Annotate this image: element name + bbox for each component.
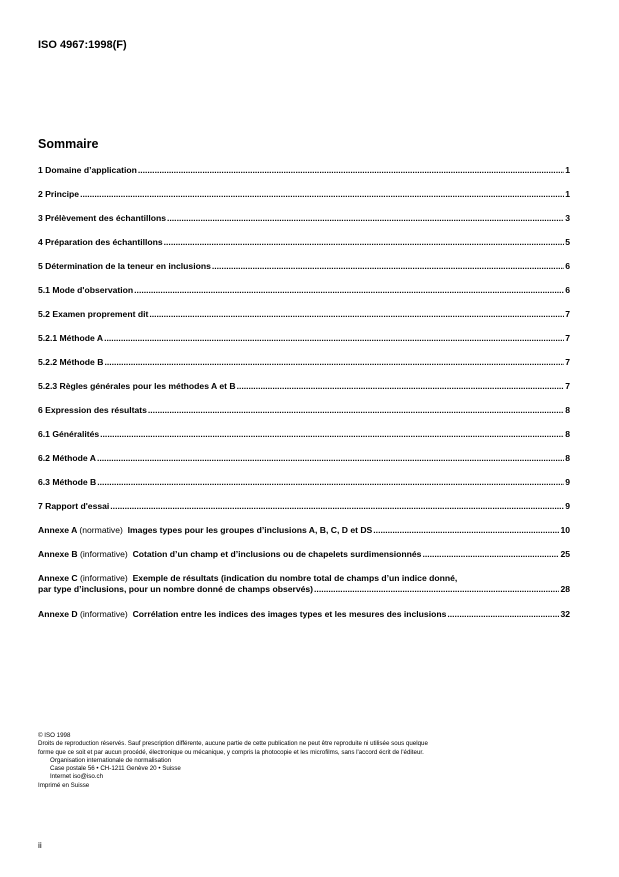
dot-leader xyxy=(100,429,564,440)
dot-leader xyxy=(164,237,565,248)
toc-entry-label: 6.3 Méthode B xyxy=(38,477,97,487)
toc-entry[interactable] xyxy=(38,213,570,224)
annex-kind: (normative) xyxy=(79,525,123,535)
toc-entry[interactable] xyxy=(38,429,570,440)
toc-entry[interactable] xyxy=(38,501,570,512)
dot-leader xyxy=(97,477,564,488)
toc-entry-label: 1 Domaine d’application xyxy=(38,165,137,175)
toc-entry-page: 6 xyxy=(565,285,570,295)
toc-entry-label: 7 Rapport d'essai xyxy=(38,501,110,511)
toc-entry-page: 7 xyxy=(565,309,570,319)
annex-title: Exemple de résultats (indication du nombre total de champs d’un indice donné, xyxy=(132,573,458,583)
toc-entry[interactable] xyxy=(38,237,570,248)
toc-entry-page: 5 xyxy=(565,237,570,247)
toc-entry-label: 5 Détermination de la teneur en inclusions xyxy=(38,261,211,271)
toc-entry-label: 6 Expression des résultats xyxy=(38,405,147,415)
toc-entry-page: 6 xyxy=(565,261,570,271)
toc-entry-page: 9 xyxy=(565,501,570,511)
annex-title: Images types pour les groupes d’inclusions A, B, C, D et DS xyxy=(127,525,373,535)
toc-entry-label: 3 Prélèvement des échantillons xyxy=(38,213,167,223)
toc-entry-label: 5.2 Examen proprement dit xyxy=(38,309,149,319)
toc-entry[interactable] xyxy=(38,453,570,464)
toc-annex-d[interactable] xyxy=(38,609,570,620)
annex-name: Annexe A xyxy=(38,525,77,535)
toc-entry-label: 2 Principe xyxy=(38,189,80,199)
dot-leader xyxy=(167,213,564,224)
toc-entry-label: 5.2.3 Règles générales pour les méthodes A et B xyxy=(38,381,236,391)
toc-entry-page: 1 xyxy=(565,189,570,199)
toc-entry-label: 5.2.1 Méthode A xyxy=(38,333,104,343)
page-number: ii xyxy=(38,840,42,850)
toc-entry-label: 5.2.2 Méthode B xyxy=(38,357,104,367)
toc-entry-label: 6.2 Méthode A xyxy=(38,453,96,463)
toc-entry[interactable] xyxy=(38,357,570,368)
toc-entry-page: 28 xyxy=(560,584,570,594)
dot-leader xyxy=(104,357,564,368)
toc-entry[interactable] xyxy=(38,477,570,488)
toc-annex-a[interactable] xyxy=(38,525,570,536)
dot-leader xyxy=(110,501,564,512)
toc-entry-label: 6.1 Généralités xyxy=(38,429,100,439)
rights-notice-line-2: forme que ce soit et par aucun procédé, électronique ou mécanique, y compris la photocopie et les microfilms, sans l'accord écrit de l'éditeur. xyxy=(38,748,424,756)
toc-entry[interactable] xyxy=(38,309,570,320)
annex-name: Annexe B xyxy=(38,549,78,559)
annex-name: Annexe D xyxy=(38,609,78,619)
dot-leader xyxy=(80,189,564,200)
copyright-line: © ISO 1998 xyxy=(38,732,71,739)
dot-leader xyxy=(373,525,559,536)
toc-entry-page: 8 xyxy=(565,453,570,463)
toc-entry-page: 3 xyxy=(565,213,570,223)
dot-leader xyxy=(138,165,564,176)
toc-annex-c[interactable] xyxy=(38,573,570,595)
toc-entry[interactable] xyxy=(38,189,570,200)
dot-leader xyxy=(104,333,564,344)
dot-leader xyxy=(97,453,564,464)
dot-leader xyxy=(149,309,564,320)
toc-entry-page: 9 xyxy=(565,477,570,487)
annex-kind: (informative) xyxy=(80,573,128,583)
annex-kind: (informative) xyxy=(80,549,128,559)
toc-entry-page: 8 xyxy=(565,429,570,439)
toc-entry-page: 32 xyxy=(560,609,570,619)
toc-entry-label: 5.1 Mode d'observation xyxy=(38,285,134,295)
toc-entry[interactable] xyxy=(38,381,570,392)
annex-name: Annexe C xyxy=(38,573,78,583)
dot-leader xyxy=(314,584,559,595)
dot-leader xyxy=(237,381,565,392)
rights-notice-line-1: Droits de reproduction réservés. Sauf prescription différente, aucune partie de cette publication ne peut être reproduite ni utilisée sous quelque xyxy=(38,740,428,748)
organization-name: Organisation internationale de normalisation xyxy=(50,756,172,764)
toc-entry-page: 7 xyxy=(565,357,570,367)
annex-title-continued: par type d’inclusions, pour un nombre donné de champs observés) xyxy=(38,584,314,594)
toc-entry[interactable] xyxy=(38,405,570,416)
dot-leader xyxy=(148,405,564,416)
toc-entry-page: 7 xyxy=(565,333,570,343)
dot-leader xyxy=(422,549,559,560)
toc-entry-label: 4 Préparation des échantillons xyxy=(38,237,163,247)
toc-entry-page: 7 xyxy=(565,381,570,391)
toc-entry-page: 10 xyxy=(560,525,570,535)
postal-address: Case postale 56 • CH-1211 Genève 20 • Suisse xyxy=(50,765,181,773)
toc-entry[interactable] xyxy=(38,285,570,296)
toc-entry-page: 1 xyxy=(565,165,570,175)
annex-title: Corrélation entre les indices des images types et les mesures des inclusions xyxy=(132,609,447,619)
toc-annex-b[interactable] xyxy=(38,549,570,560)
annex-title: Cotation d’un champ et d’inclusions ou de chapelets surdimensionnés xyxy=(132,549,422,559)
dot-leader xyxy=(134,285,564,296)
document-code: ISO 4967:1998(F) xyxy=(38,39,127,51)
page-title: Sommaire xyxy=(38,137,99,151)
copyright-footer xyxy=(38,732,578,790)
annex-kind: (informative) xyxy=(80,609,128,619)
dot-leader xyxy=(212,261,564,272)
internet-contact: Internet iso@iso.ch xyxy=(50,773,104,781)
toc-entry-page: 25 xyxy=(560,549,570,559)
dot-leader xyxy=(447,609,559,620)
printed-in: Imprimé en Suisse xyxy=(38,781,90,789)
toc-entry[interactable] xyxy=(38,165,570,176)
toc-entry[interactable] xyxy=(38,261,570,272)
toc-entry[interactable] xyxy=(38,333,570,344)
toc-entry-page: 8 xyxy=(565,405,570,415)
